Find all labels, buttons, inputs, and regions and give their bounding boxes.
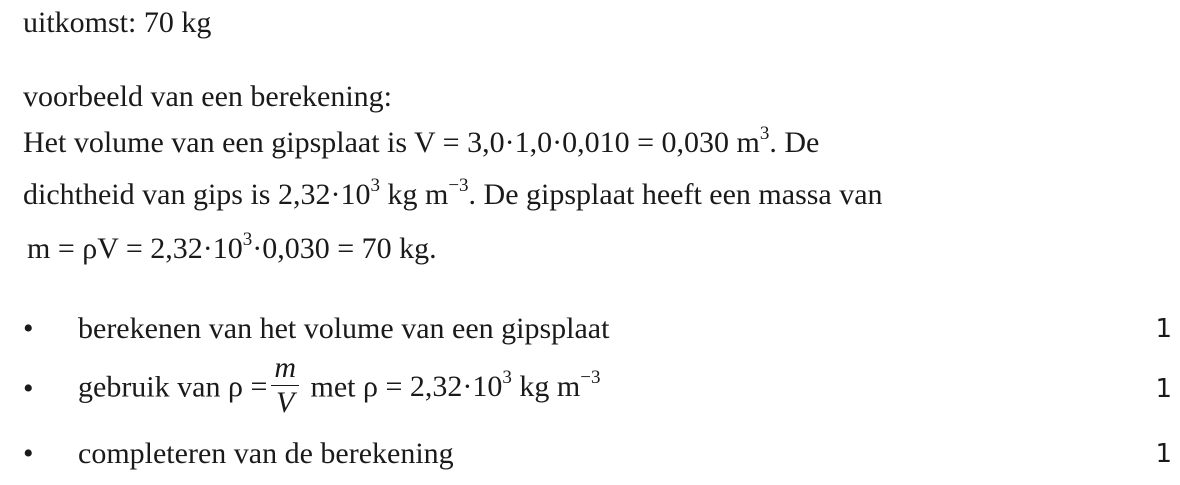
- density-exponent-b: 3: [502, 367, 512, 389]
- mass-formula-b: ·0,030 = 70 kg.: [252, 232, 437, 265]
- volume-formula: [414, 123, 770, 159]
- density-exponent: 3: [370, 175, 380, 196]
- fraction-denominator: V: [276, 386, 295, 419]
- criterion-1-text: berekenen van het volume van een gipsplaat: [78, 312, 610, 345]
- density-unit-exponent: −3: [448, 175, 469, 196]
- density-value-formula: [363, 367, 601, 404]
- density-formula: [277, 175, 469, 211]
- mass-formula-a: m = ρV = 2,32·10: [27, 232, 243, 265]
- volume-exponent: 3: [759, 123, 770, 144]
- example-line-1-text-b: . De: [769, 126, 820, 159]
- example-line-3: [27, 229, 437, 265]
- volume-formula-text: V = 3,0·1,0·0,010 = 0,030 m: [414, 126, 760, 159]
- example-line-2-text-a: dichtheid van gips is: [23, 178, 271, 211]
- mass-formula: [27, 229, 437, 265]
- criterion-2-bullet: •: [23, 372, 34, 405]
- criterion-3-score: 1: [1155, 439, 1172, 469]
- example-line-2-text-b: . De gipsplaat heeft een massa van: [468, 178, 883, 211]
- criterion-3-text: completeren van de berekening: [78, 437, 454, 470]
- criterion-2-score: 1: [1155, 374, 1172, 404]
- density-unit: kg m: [379, 178, 449, 211]
- outcome-text: uitkomst: 70 kg: [23, 6, 212, 39]
- mass-over-volume-fraction: [271, 353, 299, 418]
- density-unit-exponent-b: −3: [580, 367, 601, 389]
- criterion-2-text: [78, 351, 601, 422]
- rho-lhs: ρ =: [227, 370, 268, 404]
- criterion-1-score: 1: [1155, 314, 1172, 344]
- example-line-1: [23, 123, 820, 159]
- mass-exponent: 3: [242, 229, 253, 250]
- density-unit-b: kg m: [511, 370, 581, 404]
- density-value: 2,32·10: [277, 178, 371, 211]
- density-value-b: ρ = 2,32·10: [363, 370, 503, 404]
- fraction-numerator: m: [271, 353, 299, 386]
- criterion-2-text-a: gebruik van: [78, 370, 221, 404]
- criterion-2-text-b: met: [310, 370, 356, 404]
- density-definition-formula: [227, 351, 303, 419]
- criterion-3-bullet: •: [23, 437, 34, 470]
- example-line-2: [23, 175, 883, 211]
- criterion-1-bullet: •: [23, 312, 34, 345]
- example-line-1-text-a: Het volume van een gipsplaat is: [23, 126, 408, 159]
- example-heading: voorbeeld van een berekening:: [23, 80, 393, 113]
